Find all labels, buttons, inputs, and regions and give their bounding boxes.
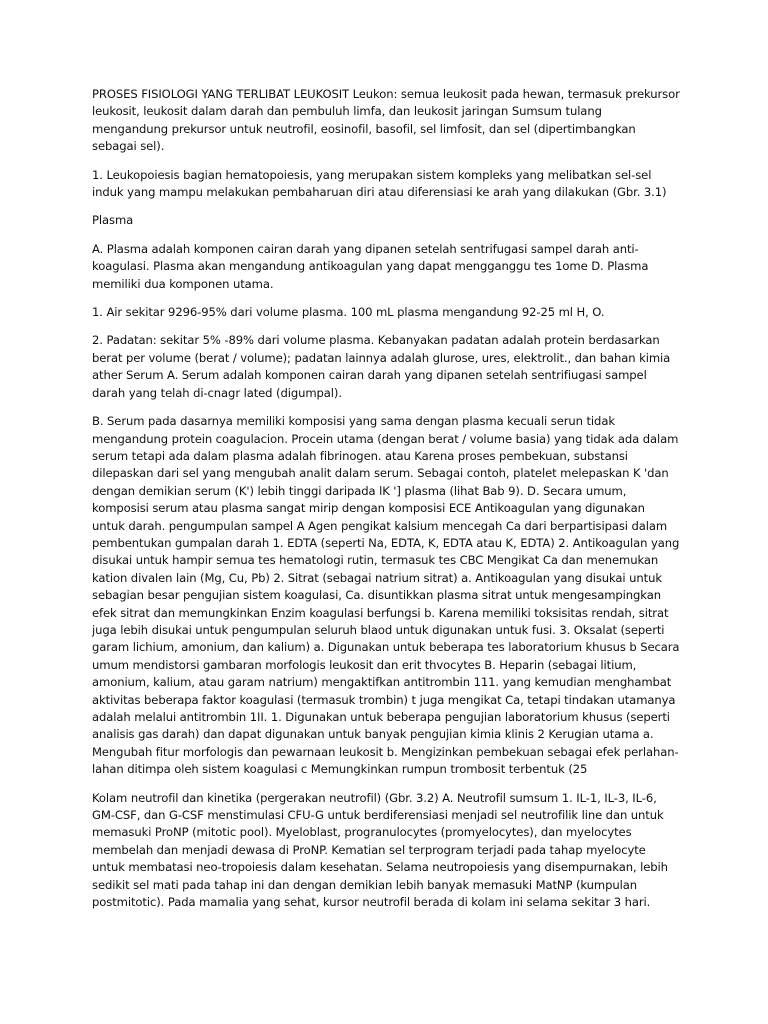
solids-component-paragraph: 2. Padatan: sekitar 5% -89% dari volume plasma. Kebanyakan padatan adalah protein berdasarkan berat per volume (berat / volume); padatan lainnya adalah glurose, ures, elektrolit., dan bahan kimia ather Serum A. Serum adalah komponen cairan darah yang dipanen setelah sentrifiugasi sampel darah yang telah di-cnagr lated (digumpal). — [92, 333, 671, 400]
leukopoiesis-paragraph: 1. Leukopoiesis bagian hematopoiesis, yang merupakan sistem kompleks yang melibatkan sel-sel induk yang mampu melakukan pembaharuan diri atau diferensiasi ke arah yang dilakukan (Gbr. 3.1) — [92, 167, 667, 200]
intro-paragraph: PROSES FISIOLOGI YANG TERLIBAT LEUKOSIT Leukon: semua leukosit pada hewan, termasuk prekursor leukosit, leukosit dalam darah dan pembuluh limfa, dan leukosit jaringan Sumsum tulang mengandung prekursor untuk neutrofil, eosinofil, basofil, sel limfosit, dan sel (dipertimbangkan sebagai sel). — [92, 87, 680, 154]
neutrophil-kinetics-paragraph: Kolam neutrofil dan kinetika (pergerakan neutrofil) (Gbr. 3.2) A. Neutrofil sumsum 1. IL-1, IL-3, IL-6, GM-CSF, dan G-CSF menstimulasi CFU-G untuk berdiferensiasi menjadi sel neutrofilik line dan untuk memasuki ProNP (mitotic pool). Myeloblast, progranulocytes (promyelocytes), dan myelocytes membelah dan menjadi dewasa di ProNP. Kematian sel terprogram terjadi pada tahap myelocyte untuk membatasi neo-tropoiesis dalam kesehatan. Selama neutropoiesis yang disempurnakan, lebih sedikit sel mati pada tahap ini dan dengan demikian lebih banyak memasuki MatNP (kumpulan postmitotic). Pada mamalia yang sehat, kursor neutrofil berada di kolam ini selama sekitar 3 hari. — [92, 790, 668, 910]
document-body — [92, 86, 680, 922]
water-component-paragraph: 1. Air sekitar 9296-95% dari volume plasma. 100 mL plasma mengandung 92-25 ml H, O. — [92, 305, 605, 320]
serum-anticoagulant-paragraph: B. Serum pada dasarnya memiliki komposisi yang sama dengan plasma kecuali serun tidak mengandung protein coagulacion. Procein utama (dengan berat / volume basia) yang tidak ada dalam serum tetapi ada dalam plasma adalah fibrinogen. atau Karena proses pembekuan, substansi dilepaskan dari sel yang mengubah analit dalam serum. Sebagai contoh, platelet melepaskan K 'dan dengan demikian serum (K') lebih tinggi daripada lK '] plasma (lihat Bab 9). D. Secara umum, komposisi serum atau plasma sangat mirip dengan komposisi ECE Antikoagulan yang digunakan untuk darah. pengumpulan sampel A Agen pengikat kalsium mencegah Ca dari berpartisipasi dalam pembentukan gumpalan darah 1. EDTA (seperti Na, EDTA, K, EDTA atau K, EDTA) 2. Antikoagulan yang disukai untuk hampir semua tes hematologi rutin, termasuk tes CBC Mengikat Ca dan menemukan kation divalen lain (Mg, Cu, Pb) 2. Sitrat (sebagai natrium sitrat) a. Antikoagulan yang disukai untuk sebagian besar pengujian sistem koagulasi, Ca. disuntikkan plasma sitrat untuk mengesampingkan efek sitrat dan memungkinkan Enzim koagulasi berfungsi b. Karena memiliki toksisitas rendah, sitrat juga lebih disukai untuk pengumpulan seluruh blaod untuk digunakan untuk fusi. 3. Oksalat (seperti garam lichium, amonium, dan kalium) a. Digunakan untuk beberapa tes laboratorium khusus b Secara umum mendistorsi gambaran morfologis leukosit dan erit thvocytes B. Heparin (sebagai litium, amonium, kalium, atau garam natrium) mengaktifkan antitrombin 111. yang kemudian menghambat aktivitas beberapa faktor koagulasi (termasuk trombin) t juga mengikat Ca, tetapi tindakan utamanya adalah melalui antitrombin 1II. 1. Digunakan untuk beberapa pengujian laboratorium khusus (seperti analisis gas darah) dan dapat digunakan untuk banyak pengujian kimia klinis 2 Kerugian utama a. Mengubah fitur morfologis dan pewarnaan leukosit b. Mengizinkan pembekuan sebagai efek perlahan-lahan ditimpa oleh sistem koagulasi c Memungkinkan rumpun trombosit terbentuk (25 — [92, 414, 680, 777]
section-heading-plasma: Plasma — [92, 213, 134, 228]
plasma-definition-paragraph: A. Plasma adalah komponen cairan darah yang dipanen setelah sentrifugasi sampel darah anti-koagulasi. Plasma akan mengandung antikoagulan yang dapat mengganggu tes 1ome D. Plasma memiliki dua komponen utama. — [92, 241, 649, 291]
